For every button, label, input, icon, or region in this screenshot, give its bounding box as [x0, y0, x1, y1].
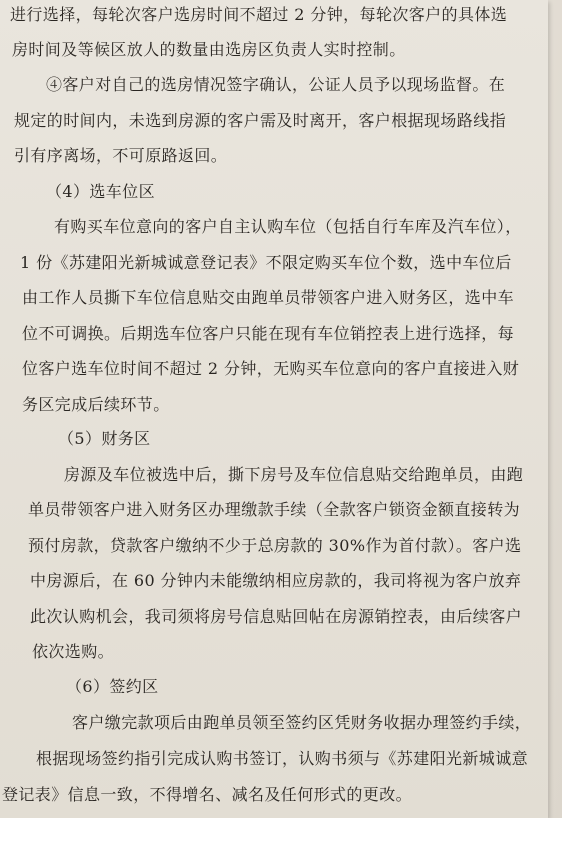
section-heading: （5）财务区	[58, 429, 151, 448]
text-line: 客户缴完款项后由跑单员领至签约区凭财务收据办理签约手续，	[72, 713, 532, 732]
text-line: 由工作人员撕下车位信息贴交由跑单员带领客户进入财务区，选中车	[22, 288, 515, 307]
text-line: 有购买车位意向的客户自主认购车位（包括自行车库及汽车位），	[54, 217, 522, 236]
text-line: 中房源后，在 60 分钟内未能缴纳相应房款的，我司将视为客户放弃	[30, 571, 522, 590]
text-line: 务区完成后续环节。	[22, 395, 170, 414]
text-line: 预付房款，贷款客户缴纳不少于总房款的 30%作为首付款）。客户选	[28, 536, 522, 555]
text-line: ④客户对自己的选房情况签字确认，公证人员予以现场监督。在	[46, 75, 506, 94]
section-heading: （4）选车位区	[46, 182, 155, 201]
text-line: 单员带领客户进入财务区办理缴款手续（全款客户锁资金额直接转为	[28, 500, 521, 519]
text-line: 此次认购机会，我司须将房号信息贴回帖在房源销控表，由后续客户	[30, 607, 523, 626]
bottom-white-strip	[0, 818, 562, 848]
text-line: 1 份《苏建阳光新城诚意登记表》不限定购买车位个数，选中车位后	[20, 253, 512, 272]
text-line: 进行选择，每轮次客户选房时间不超过 2 分钟，每轮次客户的具体选	[10, 5, 508, 24]
text-line: 依次选购。	[32, 642, 115, 661]
section-heading: （6）签约区	[66, 677, 159, 696]
text-line: 引有序离场，不可原路返回。	[14, 146, 228, 165]
text-line: 房源及车位被选中后，撕下房号及车位信息贴交给跑单员，由跑	[64, 465, 524, 484]
text-line: 规定的时间内，未选到房源的客户需及时离开，客户根据现场路线指	[14, 111, 507, 130]
text-line: 房时间及等候区放人的数量由选房区负责人实时控制。	[12, 40, 406, 59]
text-line: 根据现场签约指引完成认购书签订，认购书须与《苏建阳光新城诚意	[36, 749, 529, 768]
text-line: 位不可调换。后期选车位客户只能在现有车位销控表上进行选择，每	[22, 324, 515, 343]
text-line: 登记表》信息一致，不得增名、减名及任何形式的更改。	[2, 785, 413, 804]
text-line: 位客户选车位时间不超过 2 分钟，无购买车位意向的客户直接进入财	[22, 359, 520, 378]
